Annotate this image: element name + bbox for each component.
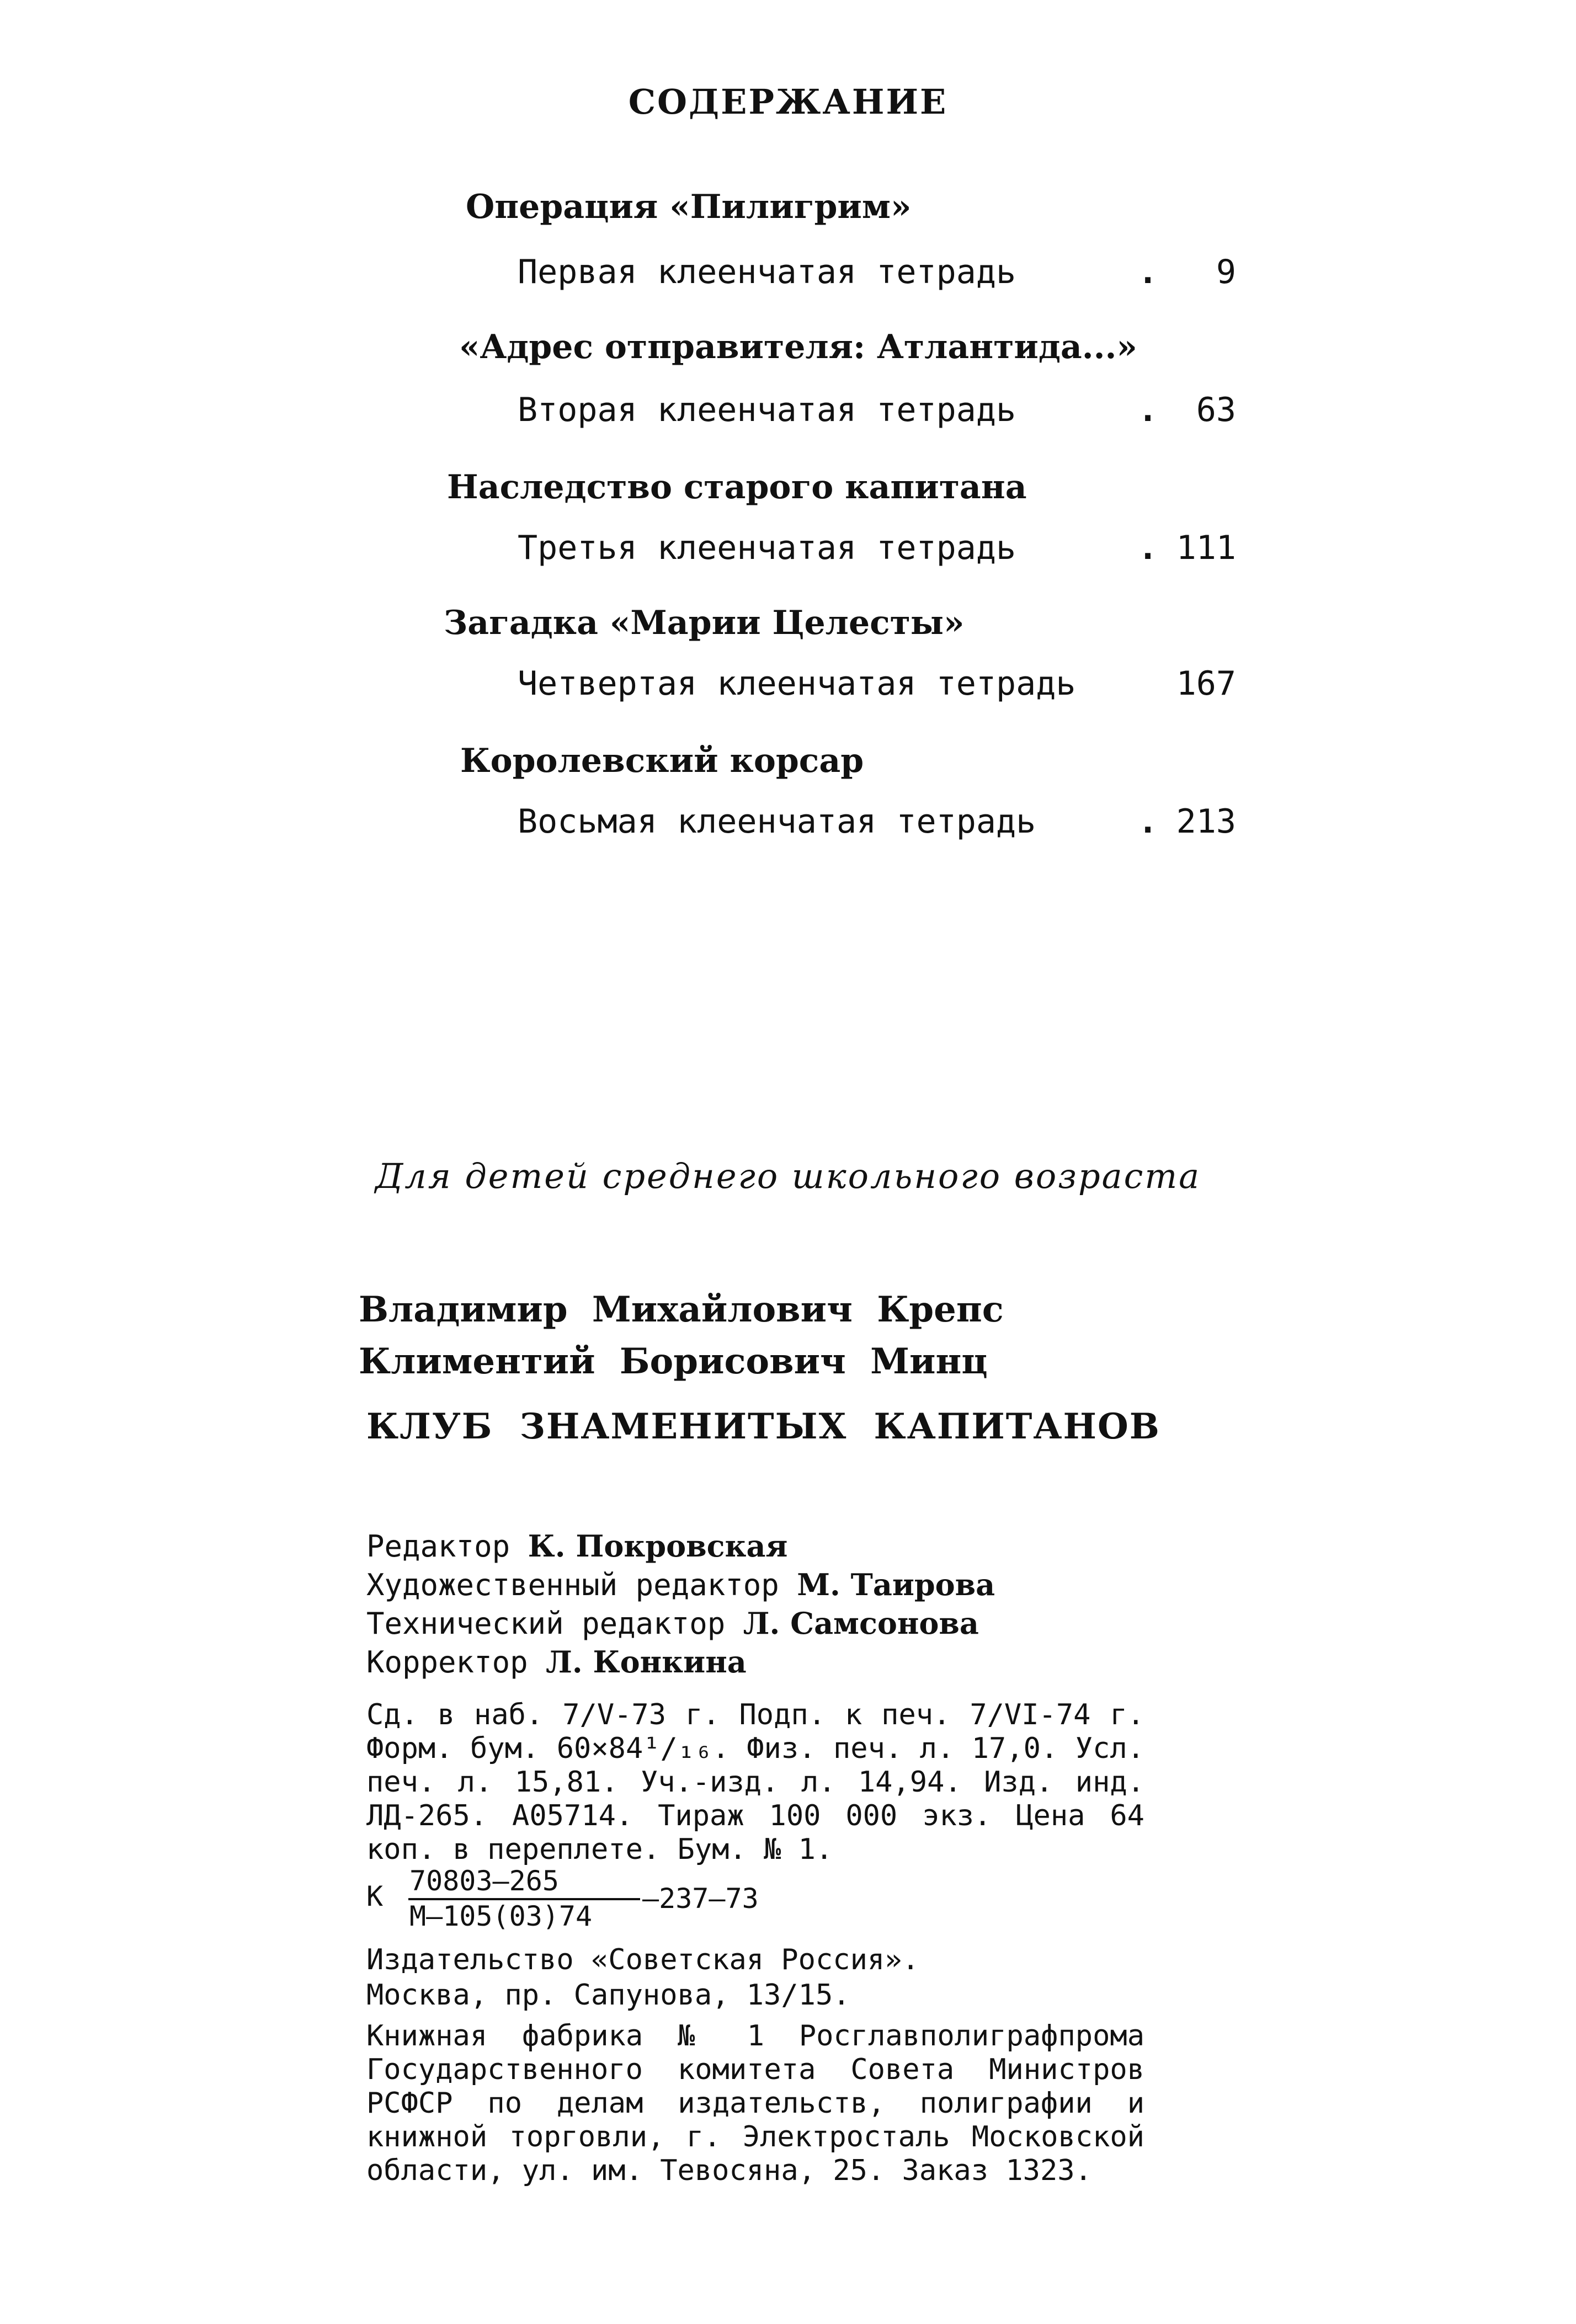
toc-entry-subtitle: Первая клеенчатая тетрадь (518, 253, 1016, 291)
publisher-address: Москва, пр. Сапунова, 13/15. (366, 1979, 850, 2012)
toc-page-number: 213 (1176, 802, 1236, 841)
toc-entry-subtitle: Восьмая клеенчатая тетрадь (518, 802, 1036, 841)
toc-entry-line (518, 664, 1236, 703)
toc-entry-title: Наследство старого капитана (447, 468, 1027, 507)
toc-entry-subtitle: Третья клеенчатая тетрадь (518, 529, 1016, 567)
toc-entry-line (518, 529, 1236, 567)
index-tail: —237—73 (642, 1883, 759, 1915)
toc-entry-line (518, 253, 1236, 291)
audience-note: Для детей среднего школьного возраста (375, 1156, 1201, 1196)
credit-role: Технический редактор (366, 1606, 726, 1641)
credit-role: Редактор (366, 1529, 510, 1564)
credit-name: Л. Конкина (546, 1644, 747, 1680)
toc-leader-dot: . (1137, 253, 1158, 291)
index-letter: К (366, 1880, 384, 1912)
publisher-name: Издательство «Советская Россия». (366, 1943, 919, 1976)
toc-entry-title: Загадка «Марии Целесты» (444, 604, 965, 642)
credit-name: М. Таирова (797, 1567, 995, 1602)
toc-entry-subtitle: Четвертая клеенчатая тетрадь (518, 664, 1076, 703)
credit-line (366, 1528, 787, 1564)
index-numerator: 70803—265 (409, 1865, 559, 1897)
book-title: КЛУБ ЗНАМЕНИТЫХ КАПИТАНОВ (366, 1406, 1160, 1447)
toc-page-number: 111 (1176, 529, 1236, 567)
contents-heading: СОДЕРЖАНИЕ (628, 82, 948, 122)
toc-page-number: 9 (1216, 253, 1236, 291)
credit-line (366, 1606, 979, 1641)
toc-leader-dot: . (1137, 529, 1158, 567)
printer-details: Книжная фабрика № 1 Росглавполиграфпрома Государственного комитета Совета Министров РСФСР по делам издательств, полиграфии и книжной торговли, г. Электросталь Московской области, ул. им. Тевосяна, 25. Заказ 1323. (366, 2019, 1144, 2187)
toc-page-number: 63 (1196, 391, 1236, 429)
credit-role: Художественный редактор (366, 1568, 779, 1602)
toc-page-number: 167 (1176, 664, 1236, 703)
toc-entry-line (518, 391, 1236, 429)
author-name: Владимир Михайлович Крепс (359, 1289, 1004, 1330)
credit-name: Л. Самсонова (743, 1606, 979, 1641)
toc-entry-title: Королевский корсар (460, 742, 864, 780)
toc-leader-dot: . (1137, 802, 1158, 841)
credit-role: Корректор (366, 1645, 528, 1680)
print-details: Сд. в наб. 7/V-73 г. Подп. к печ. 7/VI-74 г. Форм. бум. 60×84¹/₁₆. Физ. печ. л. 17,0. Усл. печ. л. 15,81. Уч.-изд. л. 14,94. Изд. инд. ЛД-265. А05714. Тираж 100 000 экз. Цена 64 коп. в переплете. Бум. № 1. (366, 1698, 1144, 1866)
index-denominator: М—105(03)74 (409, 1900, 593, 1932)
toc-entry-subtitle: Вторая клеенчатая тетрадь (518, 391, 1016, 429)
toc-entry-title: «Адрес отправителя: Атлантида...» (459, 328, 1137, 366)
toc-leader-dot: . (1137, 391, 1158, 429)
toc-entry-line (518, 802, 1236, 841)
toc-entry-title: Операция «Пилигрим» (466, 188, 912, 226)
credit-line (366, 1567, 995, 1602)
credit-line (366, 1644, 747, 1680)
author-name: Климентий Борисович Минц (359, 1341, 988, 1382)
credit-name: К. Покровская (528, 1528, 788, 1564)
